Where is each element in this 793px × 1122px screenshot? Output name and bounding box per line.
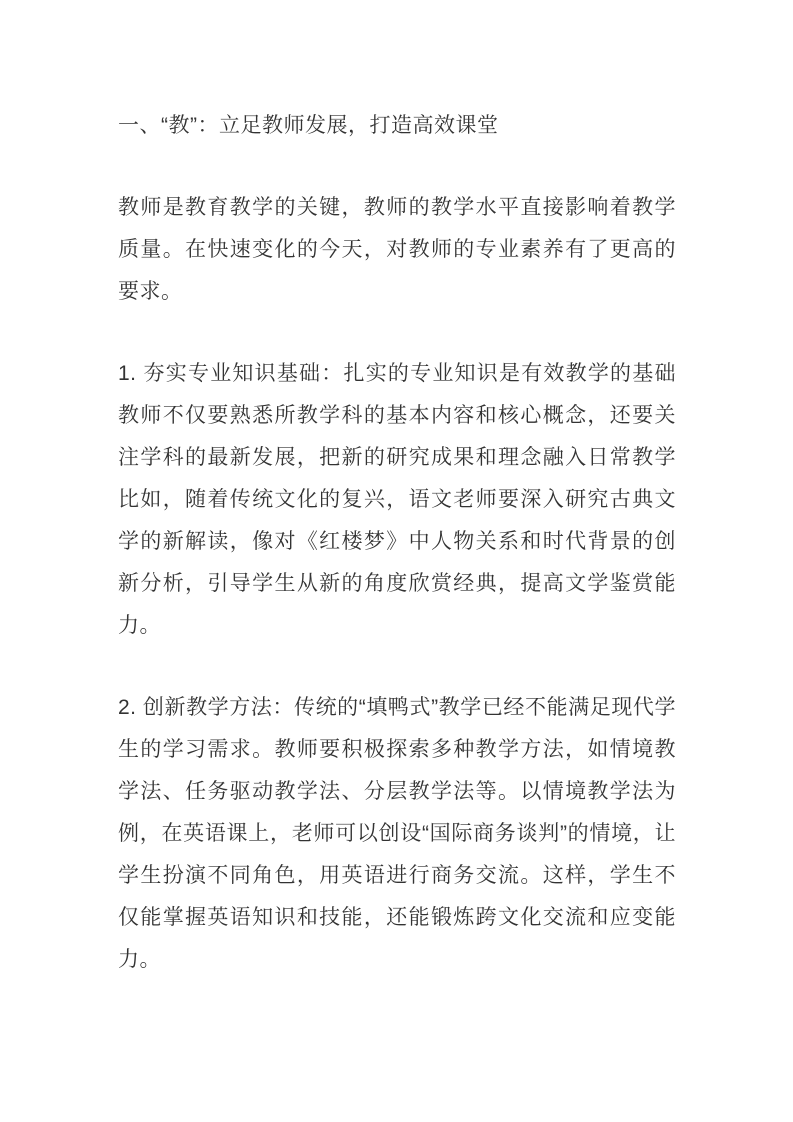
section-heading: 一、“教”：立足教师发展，打造高效课堂	[118, 114, 499, 137]
paragraph-point-2: 2. 创新教学方法：传统的“填鸭式”教学已经不能满足现代学生的学习需求。教师要积极探索多种教学方法，如情境教学法、任务驱动教学法、分层教学法等。以情境教学法为例，在英语课上，老师可以创设“国际商务谈判”的情境，让学生扮演不同角色，用英语进行商务交流。这样，学生不仅能掌握英语知识和技能，还能锻炼跨文化交流和应变能力。	[118, 696, 676, 971]
paragraph-intro: 教师是教育教学的关键，教师的教学水平直接影响着教学质量。在快速变化的今天，对教师的专业素养有了更高的要求。	[118, 196, 676, 303]
paragraph-point-1: 1. 夯实专业知识基础：扎实的专业知识是有效教学的基础教师不仅要熟悉所教学科的基本内容和核心概念，还要关注学科的最新发展，把新的研究成果和理念融入日常教学比如，随着传统文化的复兴，语文老师要深入研究古典文学的新解读，像对《红楼梦》中人物关系和时代背景的创新分析，引导学生从新的角度欣赏经典，提高文学鉴赏能力。	[118, 362, 676, 637]
